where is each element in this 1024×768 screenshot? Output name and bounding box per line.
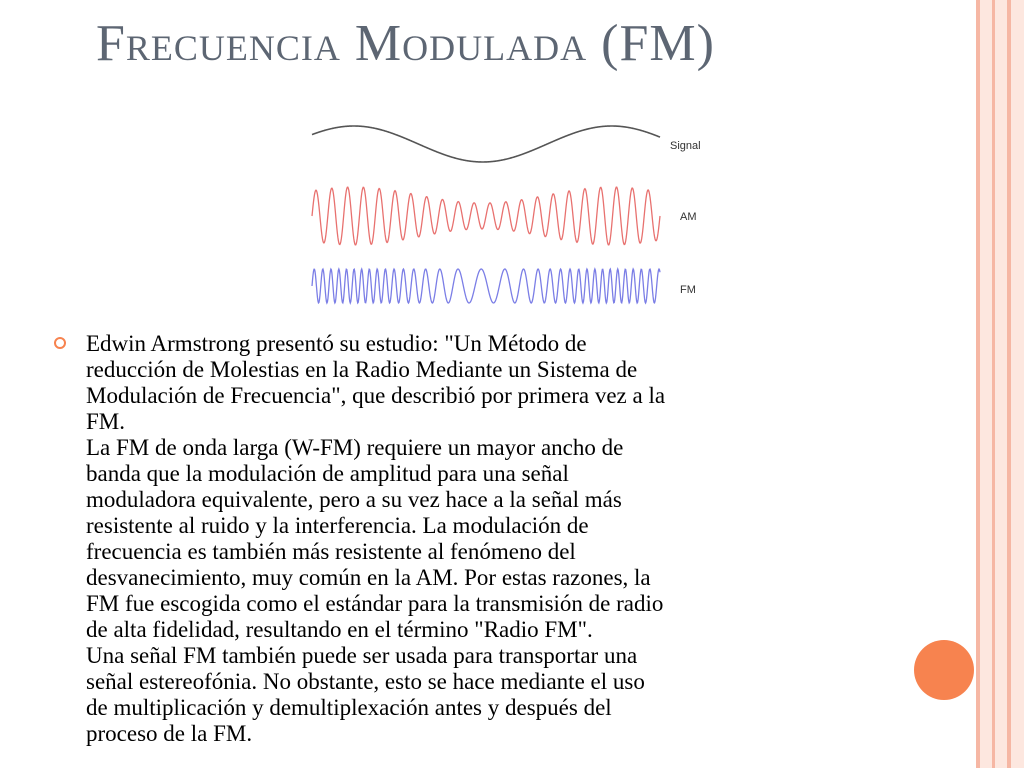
- body-text: [86, 331, 886, 747]
- fm-label: FM: [680, 284, 696, 296]
- decorative-stripes: [976, 0, 1024, 768]
- bullet-icon: [54, 337, 66, 349]
- signal-wave: [312, 126, 660, 162]
- slide-title: Frecuencia Modulada (FM): [96, 15, 715, 72]
- decorative-circle: [914, 640, 974, 700]
- modulation-figure: [308, 112, 720, 320]
- paragraph-armstrong: Edwin Armstrong presentó su estudio: "Un Método de reducción de Molestias en la Radio Mediante un Sistema de Modulación de Frecuencia", que describió por primera vez a la FM.: [86, 331, 666, 434]
- signal-label: Signal: [670, 140, 701, 152]
- paragraph-wfm: La FM de onda larga (W-FM) requiere un mayor ancho de banda que la modulación de amplitud para una señal moduladora equivalente, pero a su vez hace a la señal más resistente al ruido y la interferencia. La modulación de frecuencia es también más resistente al fenómeno del desvanecimiento, muy común en la AM. Por estas razones, la FM fue escogida como el estándar para la transmisión de radio de alta fidelidad, resultando en el término "Radio FM".: [86, 435, 664, 642]
- am-label: AM: [680, 211, 697, 223]
- am-wave: [312, 187, 660, 245]
- paragraph-stereo: Una señal FM también puede ser usada para transportar una señal estereofónia. No obstante, esto se hace mediante el uso de multiplicación y demultiplexación antes y después del proceso de la FM.: [86, 643, 645, 746]
- fm-wave: [312, 269, 660, 303]
